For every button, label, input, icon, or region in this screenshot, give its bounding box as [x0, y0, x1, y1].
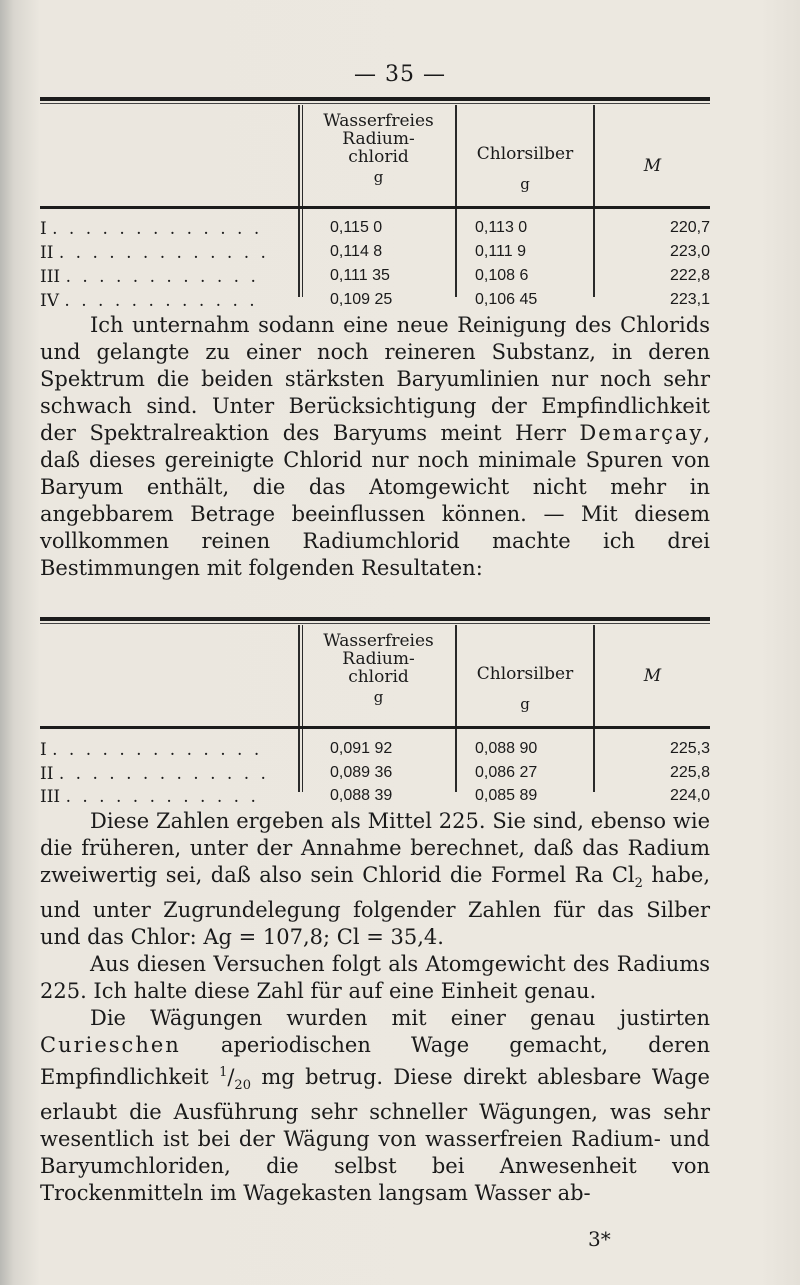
row-label: III . . . . . . . . . . . .	[40, 267, 259, 287]
body-paragraph-1	[40, 312, 710, 582]
formula-subscript: 2	[634, 876, 643, 892]
paragraph-text: aperiodischen Wage gemacht, deren Empfindlichkeit	[40, 1033, 710, 1090]
cell-m: 222,8	[669, 267, 710, 284]
paragraph-text: habe, und unter Zugrundelegung folgender Zahlen für das Silber und das Chlor: Ag = 107,8; Cl = 35,4.	[40, 863, 710, 950]
header-line: Chlorsilber	[476, 664, 574, 684]
paragraph-text: Ich unternahm sodann eine neue Reinigung des Chlorids und gelangte zu einer noch reineren Substanz, in deren Spektrum die beiden stärksten Baryumlinien nur noch sehr schwach sind. Unter Berücksichtigung der Empfindlichkeit der Spektralreaktion des Baryums meint Herr	[40, 313, 710, 445]
table-row	[40, 740, 710, 762]
page-number: — 35 —	[354, 62, 446, 87]
header-unit: g	[373, 168, 384, 186]
header-m	[595, 667, 710, 685]
results-table-1	[40, 97, 710, 311]
cell-radium: 0,109 25	[330, 291, 393, 308]
row-label: II . . . . . . . . . . . . .	[40, 243, 269, 263]
row-label: III . . . . . . . . . . . .	[40, 787, 259, 807]
header-line: Radium-	[342, 129, 415, 149]
paragraph-text: Aus diesen Versuchen folgt als Atomgewicht des Radiums 225. Ich halte diese Zahl für auf eine Einheit genau.	[40, 952, 710, 1004]
header-chlorsilber	[457, 145, 593, 193]
cell-radium: 0,115 0	[330, 219, 383, 236]
table-top-rule	[40, 97, 710, 101]
paragraph-text: Die Wägungen wurden mit einer genau justirten	[90, 1006, 710, 1031]
cell-silber: 0,088 90	[475, 740, 538, 757]
table-header-rule	[40, 206, 710, 209]
cell-radium: 0,111 35	[330, 267, 390, 284]
cell-m: 225,8	[669, 764, 710, 781]
paragraph-text: , daß dieses gereinigte Chlorid nur noch minimale Spuren von Baryum enthält, die das Atomgewicht nicht mehr in angebbarem Betrage beeinflussen können. — Mit diesem vollkommen reinen Radiumchlorid machte ich drei Bestimmungen mit folgenden Resultaten:	[40, 421, 710, 580]
cell-m: 223,1	[669, 291, 710, 308]
header-line: Wasserfreies	[323, 111, 434, 131]
header-line: M	[643, 666, 662, 686]
row-label: IV . . . . . . . . . . . .	[40, 291, 258, 311]
header-unit: g	[373, 688, 384, 706]
paragraph-text: mg betrug. Diese direkt ablesbare Wage erlaubt die Ausführung sehr schneller Wägungen, was sehr wesentlich ist bei der Wägung von wasserfreien Radium- und Baryumchloriden, die selbst bei Anwesenheit von Trockenmitteln im Wagekasten langsam Wasser ab-	[40, 1065, 710, 1206]
cell-silber: 0,111 9	[475, 243, 527, 260]
paragraph-text: Diese Zahlen ergeben als Mittel 225. Sie sind, ebenso wie die früheren, unter der Annahme berechnet, daß das Radium zweiwertig sei, daß also sein Chlorid die Formel Ra Cl	[40, 809, 710, 887]
cell-silber: 0,108 6	[475, 267, 529, 284]
header-line: chlorid	[348, 147, 409, 167]
row-label: I . . . . . . . . . . . . .	[40, 219, 263, 239]
cell-radium: 0,089 36	[330, 764, 393, 781]
cell-m: 225,3	[669, 740, 710, 757]
table-header-rule	[40, 726, 710, 729]
table-row	[40, 291, 710, 313]
cell-radium: 0,114 8	[330, 243, 383, 260]
header-line: Wasserfreies	[323, 631, 434, 651]
table-top-rule	[40, 617, 710, 621]
cell-radium: 0,088 39	[330, 787, 393, 804]
header-radium-chlorid	[302, 632, 455, 706]
fraction-numerator: 1	[219, 1065, 228, 1081]
cell-radium: 0,091 92	[330, 740, 393, 757]
cell-silber: 0,086 27	[475, 764, 538, 781]
table-row	[40, 243, 710, 265]
cell-silber: 0,113 0	[475, 219, 528, 236]
cell-silber: 0,085 89	[475, 787, 538, 804]
header-m	[595, 157, 710, 175]
table-top-rule-thin	[40, 103, 710, 104]
person-name: Demarçay	[579, 421, 704, 445]
header-radium-chlorid	[302, 112, 455, 186]
row-label: II . . . . . . . . . . . . .	[40, 764, 269, 784]
cell-m: 223,0	[669, 243, 710, 260]
row-label: I . . . . . . . . . . . . .	[40, 740, 263, 760]
table-row	[40, 787, 710, 809]
header-line: chlorid	[348, 667, 409, 687]
table-row	[40, 267, 710, 289]
header-line: M	[643, 156, 662, 176]
cell-m: 220,7	[669, 219, 710, 236]
person-name: Curieschen	[40, 1033, 181, 1058]
signature-mark: 3*	[588, 1227, 611, 1251]
header-line: Chlorsilber	[476, 144, 574, 164]
table-row	[40, 764, 710, 786]
fraction-denominator: 20	[234, 1078, 251, 1094]
table-top-rule-thin	[40, 623, 710, 624]
results-table-2	[40, 617, 710, 807]
header-line: Radium-	[342, 649, 415, 669]
header-unit: g	[520, 175, 530, 193]
body-paragraphs-2: Diese Zahlen ergeben als Mittel 225. Sie sind, ebenso wie die früheren, unter der Annahme berechnet, daß das Radium zweiwertig sei, daß also sein Chlorid die Formel Ra $Cl_2$ habe, und unter Zugrundelegung folgender Zahlen für das Silber und das Chlor: Ag = 107,8; Cl = 35,4. Aus diesen Versuchen folgt als Atomgewicht des Radiums 225. Ich halte diese Zahl für auf eine Einheit genau. Die Wägungen wurden mit einer genau justirten Curieschen aperiodischen Wage gemacht, deren Empfindlichkeit $^1/_{20}$ mg betrug. Diese direkt ablesbare Wage erlaubt die Ausführung sehr schneller Wägungen, was sehr wesentlich ist bei der Wägung von wasserfreien Radium- und Baryumchloriden, die selbst bei Anwesenheit von Trockenmitteln im Wagekasten langsam Wasser ab-	[40, 809, 710, 1206]
header-chlorsilber	[457, 665, 593, 713]
cell-silber: 0,106 45	[475, 291, 538, 308]
table-row	[40, 219, 710, 241]
header-unit: g	[520, 695, 530, 713]
cell-m: 224,0	[669, 787, 710, 804]
